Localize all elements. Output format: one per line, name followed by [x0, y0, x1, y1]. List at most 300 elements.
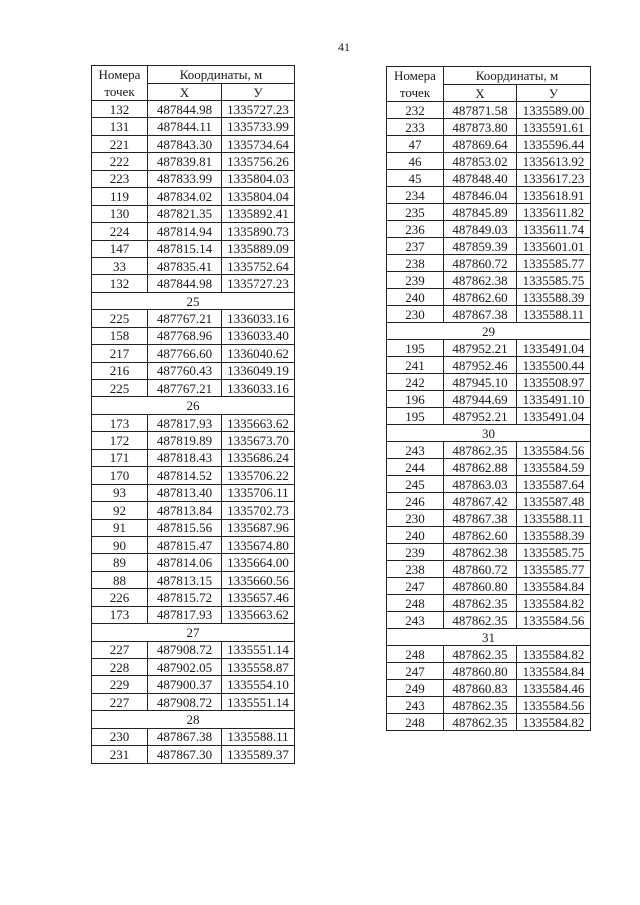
section-row: [92, 292, 295, 309]
point-number-cell: 130: [92, 205, 148, 222]
x-coordinate-cell: 487862.60: [444, 527, 517, 544]
x-coordinate-cell: 487835.41: [148, 257, 222, 274]
y-coordinate-cell: 1335613.92: [517, 153, 591, 170]
x-coordinate-cell: 487853.02: [444, 153, 517, 170]
point-number-cell: 88: [92, 571, 148, 588]
point-number-cell: 170: [92, 467, 148, 484]
y-coordinate-cell: 1335756.26: [222, 153, 295, 170]
table-row: [387, 255, 591, 272]
x-coordinate-cell: 487862.35: [444, 612, 517, 629]
table-row: [92, 536, 295, 553]
x-coordinate-cell: 487863.03: [444, 476, 517, 493]
x-coordinate-cell: 487869.64: [444, 136, 517, 153]
x-coordinate-cell: 487839.81: [148, 153, 222, 170]
y-coordinate-cell: 1335588.11: [222, 728, 295, 745]
y-coordinate-cell: 1335611.82: [517, 204, 591, 221]
table-row: [387, 697, 591, 714]
point-number-cell: 229: [92, 676, 148, 693]
y-coordinate-cell: 1335611.74: [517, 221, 591, 238]
table-row: [92, 240, 295, 257]
point-number-cell: 236: [387, 221, 444, 238]
y-coordinate-cell: 1335727.23: [222, 275, 295, 292]
table-row: [92, 467, 295, 484]
point-number-cell: 91: [92, 519, 148, 536]
point-number-cell: 173: [92, 606, 148, 623]
table-row: [387, 544, 591, 561]
x-coordinate-cell: 487814.52: [148, 467, 222, 484]
table-row: [92, 484, 295, 501]
y-coordinate-cell: 1335585.77: [517, 561, 591, 578]
point-number-cell: 238: [387, 561, 444, 578]
point-number-cell: 237: [387, 238, 444, 255]
points-column-header: [92, 66, 148, 101]
point-number-cell: 247: [387, 578, 444, 595]
x-coordinate-cell: 487814.94: [148, 223, 222, 240]
y-coordinate-cell: 1335702.73: [222, 502, 295, 519]
section-number: 27: [92, 624, 295, 641]
x-coordinate-cell: 487867.30: [148, 746, 222, 763]
x-coordinate-cell: 487944.69: [444, 391, 517, 408]
point-number-cell: 235: [387, 204, 444, 221]
table-row: [387, 306, 591, 323]
table-row: [92, 153, 295, 170]
y-coordinate-cell: 1335584.59: [517, 459, 591, 476]
x-coordinate-cell: 487817.93: [148, 414, 222, 431]
point-number-cell: 217: [92, 345, 148, 362]
table-row: [92, 135, 295, 152]
x-coordinate-cell: 487813.40: [148, 484, 222, 501]
y-coordinate-cell: 1336040.62: [222, 345, 295, 362]
section-row: [92, 624, 295, 641]
point-number-cell: 244: [387, 459, 444, 476]
table-row: [387, 272, 591, 289]
section-row: [92, 711, 295, 728]
point-number-cell: 240: [387, 527, 444, 544]
y-coordinate-cell: 1335584.46: [517, 680, 591, 697]
x-coordinate-cell: 487834.02: [148, 188, 222, 205]
x-coordinate-cell: 487860.80: [444, 578, 517, 595]
y-coordinate-cell: 1335617.23: [517, 170, 591, 187]
x-coordinate-cell: 487867.42: [444, 493, 517, 510]
point-number-cell: 132: [92, 101, 148, 118]
y-coordinate-cell: 1335674.80: [222, 536, 295, 553]
point-number-cell: 172: [92, 432, 148, 449]
table-body: [92, 101, 295, 764]
x-coordinate-cell: 487815.14: [148, 240, 222, 257]
x-coordinate-cell: 487766.60: [148, 345, 222, 362]
point-number-cell: 239: [387, 272, 444, 289]
table-row: [387, 527, 591, 544]
table-row: [92, 432, 295, 449]
point-number-cell: 234: [387, 187, 444, 204]
point-number-cell: 243: [387, 697, 444, 714]
table-row: [387, 153, 591, 170]
x-coordinate-cell: 487846.04: [444, 187, 517, 204]
table-row: [92, 170, 295, 187]
y-coordinate-cell: 1335491.04: [517, 408, 591, 425]
table-row: [387, 680, 591, 697]
y-coordinate-cell: 1336033.16: [222, 380, 295, 397]
table-row: [92, 554, 295, 571]
points-header-line: Номера: [394, 68, 436, 83]
x-coordinate-cell: 487945.10: [444, 374, 517, 391]
y-coordinate-cell: 1335664.00: [222, 554, 295, 571]
point-number-cell: 45: [387, 170, 444, 187]
y-coordinate-cell: 1335554.10: [222, 676, 295, 693]
y-coordinate-cell: 1335584.84: [517, 663, 591, 680]
y-coordinate-cell: 1335596.44: [517, 136, 591, 153]
y-coordinate-cell: 1335727.23: [222, 101, 295, 118]
y-coordinate-cell: 1335591.61: [517, 119, 591, 136]
point-number-cell: 246: [387, 493, 444, 510]
x-coordinate-cell: 487900.37: [148, 676, 222, 693]
y-coordinate-cell: 1335584.84: [517, 578, 591, 595]
y-coordinate-cell: 1335491.04: [517, 340, 591, 357]
point-number-cell: 232: [387, 102, 444, 119]
y-coordinate-cell: 1335892.41: [222, 205, 295, 222]
x-coordinate-cell: 487767.21: [148, 310, 222, 327]
points-header-line: Номера: [98, 67, 141, 82]
x-coordinate-cell: 487867.38: [444, 510, 517, 527]
point-number-cell: 33: [92, 257, 148, 274]
point-number-cell: 131: [92, 118, 148, 135]
x-coordinate-cell: 487768.96: [148, 327, 222, 344]
y-coordinate-cell: 1335558.87: [222, 659, 295, 676]
table-row: [387, 136, 591, 153]
point-number-cell: 119: [92, 188, 148, 205]
y-column-header: У: [222, 84, 295, 101]
table-row: [92, 693, 295, 710]
y-coordinate-cell: 1335618.91: [517, 187, 591, 204]
y-coordinate-cell: 1335584.82: [517, 714, 591, 731]
y-coordinate-cell: 1335585.77: [517, 255, 591, 272]
point-number-cell: 242: [387, 374, 444, 391]
table-row: [387, 476, 591, 493]
point-number-cell: 231: [92, 746, 148, 763]
x-coordinate-cell: 487845.89: [444, 204, 517, 221]
point-number-cell: 227: [92, 693, 148, 710]
coordinates-column-header: Координаты, м: [148, 66, 295, 84]
x-coordinate-cell: 487815.56: [148, 519, 222, 536]
point-number-cell: 227: [92, 641, 148, 658]
table-row: [387, 459, 591, 476]
y-coordinate-cell: 1335890.73: [222, 223, 295, 240]
table-row: [92, 641, 295, 658]
x-coordinate-cell: 487813.84: [148, 502, 222, 519]
section-number: 31: [387, 629, 591, 646]
y-coordinate-cell: 1335584.56: [517, 442, 591, 459]
x-coordinate-cell: 487902.05: [148, 659, 222, 676]
point-number-cell: 243: [387, 612, 444, 629]
x-coordinate-cell: 487813.15: [148, 571, 222, 588]
point-number-cell: 230: [387, 306, 444, 323]
table-row: [387, 493, 591, 510]
y-coordinate-cell: 1335687.96: [222, 519, 295, 536]
point-number-cell: 92: [92, 502, 148, 519]
point-number-cell: 230: [387, 510, 444, 527]
x-coordinate-cell: 487814.06: [148, 554, 222, 571]
table-row: [92, 589, 295, 606]
section-number: 29: [387, 323, 591, 340]
coordinates-column-header: Координаты, м: [444, 67, 591, 85]
x-coordinate-cell: 487862.35: [444, 646, 517, 663]
table-row: [387, 170, 591, 187]
point-number-cell: 132: [92, 275, 148, 292]
table-row: [387, 646, 591, 663]
table-header-row: [387, 67, 591, 85]
y-coordinate-cell: 1335589.37: [222, 746, 295, 763]
point-number-cell: 47: [387, 136, 444, 153]
point-number-cell: 248: [387, 714, 444, 731]
y-coordinate-cell: 1335587.48: [517, 493, 591, 510]
y-coordinate-cell: 1335588.11: [517, 306, 591, 323]
point-number-cell: 173: [92, 414, 148, 431]
point-number-cell: 233: [387, 119, 444, 136]
y-coordinate-cell: 1335734.64: [222, 135, 295, 152]
y-coordinate-cell: 1335584.82: [517, 646, 591, 663]
y-coordinate-cell: 1335551.14: [222, 693, 295, 710]
table-header-row: [92, 66, 295, 84]
y-coordinate-cell: 1335589.00: [517, 102, 591, 119]
point-number-cell: 216: [92, 362, 148, 379]
y-coordinate-cell: 1335551.14: [222, 641, 295, 658]
x-column-header: Х: [444, 85, 517, 102]
table-body: [387, 102, 591, 731]
y-coordinate-cell: 1335889.09: [222, 240, 295, 257]
table-row: [387, 510, 591, 527]
table-row: [387, 221, 591, 238]
y-coordinate-cell: 1335585.75: [517, 272, 591, 289]
point-number-cell: 222: [92, 153, 148, 170]
x-coordinate-cell: 487871.58: [444, 102, 517, 119]
x-coordinate-cell: 487873.80: [444, 119, 517, 136]
point-number-cell: 238: [387, 255, 444, 272]
y-coordinate-cell: 1335657.46: [222, 589, 295, 606]
table-row: [92, 606, 295, 623]
y-coordinate-cell: 1335804.04: [222, 188, 295, 205]
table-row: [387, 374, 591, 391]
point-number-cell: 224: [92, 223, 148, 240]
point-number-cell: 249: [387, 680, 444, 697]
point-number-cell: 241: [387, 357, 444, 374]
x-coordinate-cell: 487848.40: [444, 170, 517, 187]
y-coordinate-cell: 1335804.03: [222, 170, 295, 187]
section-number: 26: [92, 397, 295, 414]
table-row: [92, 728, 295, 745]
section-number: 28: [92, 711, 295, 728]
table-row: [387, 663, 591, 680]
table-row: [92, 676, 295, 693]
y-coordinate-cell: 1335500.44: [517, 357, 591, 374]
points-column-header: [387, 67, 444, 102]
x-coordinate-cell: 487833.99: [148, 170, 222, 187]
y-coordinate-cell: 1335585.75: [517, 544, 591, 561]
x-column-header: Х: [148, 84, 222, 101]
x-coordinate-cell: 487860.83: [444, 680, 517, 697]
x-coordinate-cell: 487862.35: [444, 442, 517, 459]
x-coordinate-cell: 487849.03: [444, 221, 517, 238]
y-coordinate-cell: 1335601.01: [517, 238, 591, 255]
table-row: [92, 223, 295, 240]
table-row: [387, 102, 591, 119]
x-coordinate-cell: 487952.21: [444, 340, 517, 357]
point-number-cell: 239: [387, 544, 444, 561]
section-row: [92, 397, 295, 414]
y-coordinate-cell: 1335587.64: [517, 476, 591, 493]
point-number-cell: 93: [92, 484, 148, 501]
table-row: [92, 327, 295, 344]
points-header-line: точек: [104, 84, 135, 99]
x-coordinate-cell: 487760.43: [148, 362, 222, 379]
y-coordinate-cell: 1335588.39: [517, 527, 591, 544]
x-coordinate-cell: 487844.11: [148, 118, 222, 135]
coordinates-table-left: [91, 65, 295, 764]
table-row: [387, 289, 591, 306]
point-number-cell: 240: [387, 289, 444, 306]
y-coordinate-cell: 1335660.56: [222, 571, 295, 588]
point-number-cell: 89: [92, 554, 148, 571]
x-coordinate-cell: 487862.88: [444, 459, 517, 476]
point-number-cell: 243: [387, 442, 444, 459]
table-row: [92, 746, 295, 763]
points-header-line: точек: [399, 85, 431, 100]
x-coordinate-cell: 487862.35: [444, 714, 517, 731]
point-number-cell: 171: [92, 449, 148, 466]
point-number-cell: 225: [92, 310, 148, 327]
table-row: [387, 340, 591, 357]
x-coordinate-cell: 487859.39: [444, 238, 517, 255]
point-number-cell: 196: [387, 391, 444, 408]
point-number-cell: 195: [387, 340, 444, 357]
x-coordinate-cell: 487908.72: [148, 641, 222, 658]
section-number: 25: [92, 292, 295, 309]
table-row: [387, 561, 591, 578]
table-row: [92, 380, 295, 397]
point-number-cell: 90: [92, 536, 148, 553]
y-coordinate-cell: 1335588.39: [517, 289, 591, 306]
y-coordinate-cell: 1335491.10: [517, 391, 591, 408]
y-coordinate-cell: 1335588.11: [517, 510, 591, 527]
point-number-cell: 46: [387, 153, 444, 170]
x-coordinate-cell: 487844.98: [148, 275, 222, 292]
table-row: [92, 519, 295, 536]
table-row: [387, 408, 591, 425]
table-row: [387, 442, 591, 459]
y-coordinate-cell: 1335733.99: [222, 118, 295, 135]
table-row: [92, 205, 295, 222]
x-coordinate-cell: 487862.35: [444, 595, 517, 612]
section-row: [387, 629, 591, 646]
x-coordinate-cell: 487815.72: [148, 589, 222, 606]
x-coordinate-cell: 487952.21: [444, 408, 517, 425]
x-coordinate-cell: 487908.72: [148, 693, 222, 710]
table-row: [92, 310, 295, 327]
x-coordinate-cell: 487860.80: [444, 663, 517, 680]
y-coordinate-cell: 1335584.56: [517, 612, 591, 629]
y-coordinate-cell: 1335673.70: [222, 432, 295, 449]
point-number-cell: 223: [92, 170, 148, 187]
table-row: [92, 571, 295, 588]
y-coordinate-cell: 1335706.22: [222, 467, 295, 484]
page-number: 41: [338, 40, 350, 54]
point-number-cell: 248: [387, 595, 444, 612]
x-coordinate-cell: 487819.89: [148, 432, 222, 449]
table-row: [92, 449, 295, 466]
point-number-cell: 158: [92, 327, 148, 344]
table-row: [387, 714, 591, 731]
point-number-cell: 147: [92, 240, 148, 257]
x-coordinate-cell: 487815.47: [148, 536, 222, 553]
y-coordinate-cell: 1335663.62: [222, 414, 295, 431]
table-row: [387, 357, 591, 374]
table-row: [92, 257, 295, 274]
point-number-cell: 230: [92, 728, 148, 745]
y-coordinate-cell: 1336033.16: [222, 310, 295, 327]
x-coordinate-cell: 487862.60: [444, 289, 517, 306]
x-coordinate-cell: 487844.98: [148, 101, 222, 118]
coordinates-table-right: [386, 66, 591, 731]
table-row: [387, 578, 591, 595]
y-coordinate-cell: 1336033.40: [222, 327, 295, 344]
y-coordinate-cell: 1336049.19: [222, 362, 295, 379]
x-coordinate-cell: 487862.38: [444, 544, 517, 561]
x-coordinate-cell: 487821.35: [148, 205, 222, 222]
x-coordinate-cell: 487860.72: [444, 255, 517, 272]
y-column-header: У: [517, 85, 591, 102]
table-row: [92, 659, 295, 676]
table-row: [92, 502, 295, 519]
y-coordinate-cell: 1335706.11: [222, 484, 295, 501]
y-coordinate-cell: 1335663.62: [222, 606, 295, 623]
y-coordinate-cell: 1335584.82: [517, 595, 591, 612]
table-row: [92, 362, 295, 379]
point-number-cell: 195: [387, 408, 444, 425]
table-row: [387, 238, 591, 255]
point-number-cell: 247: [387, 663, 444, 680]
x-coordinate-cell: 487867.38: [148, 728, 222, 745]
table-row: [92, 118, 295, 135]
table-row: [387, 612, 591, 629]
table-row: [387, 595, 591, 612]
point-number-cell: 248: [387, 646, 444, 663]
section-row: [387, 323, 591, 340]
table-row: [387, 119, 591, 136]
x-coordinate-cell: 487862.38: [444, 272, 517, 289]
table-row: [387, 204, 591, 221]
table-row: [387, 187, 591, 204]
point-number-cell: 221: [92, 135, 148, 152]
point-number-cell: 226: [92, 589, 148, 606]
x-coordinate-cell: 487952.46: [444, 357, 517, 374]
table-row: [92, 101, 295, 118]
table-row: [92, 345, 295, 362]
section-row: [387, 425, 591, 442]
point-number-cell: 228: [92, 659, 148, 676]
table-row: [92, 188, 295, 205]
x-coordinate-cell: 487860.72: [444, 561, 517, 578]
x-coordinate-cell: 487818.43: [148, 449, 222, 466]
x-coordinate-cell: 487843.30: [148, 135, 222, 152]
table-row: [92, 275, 295, 292]
y-coordinate-cell: 1335686.24: [222, 449, 295, 466]
section-number: 30: [387, 425, 591, 442]
x-coordinate-cell: 487862.35: [444, 697, 517, 714]
point-number-cell: 245: [387, 476, 444, 493]
y-coordinate-cell: 1335508.97: [517, 374, 591, 391]
table-row: [92, 414, 295, 431]
x-coordinate-cell: 487817.93: [148, 606, 222, 623]
x-coordinate-cell: 487767.21: [148, 380, 222, 397]
